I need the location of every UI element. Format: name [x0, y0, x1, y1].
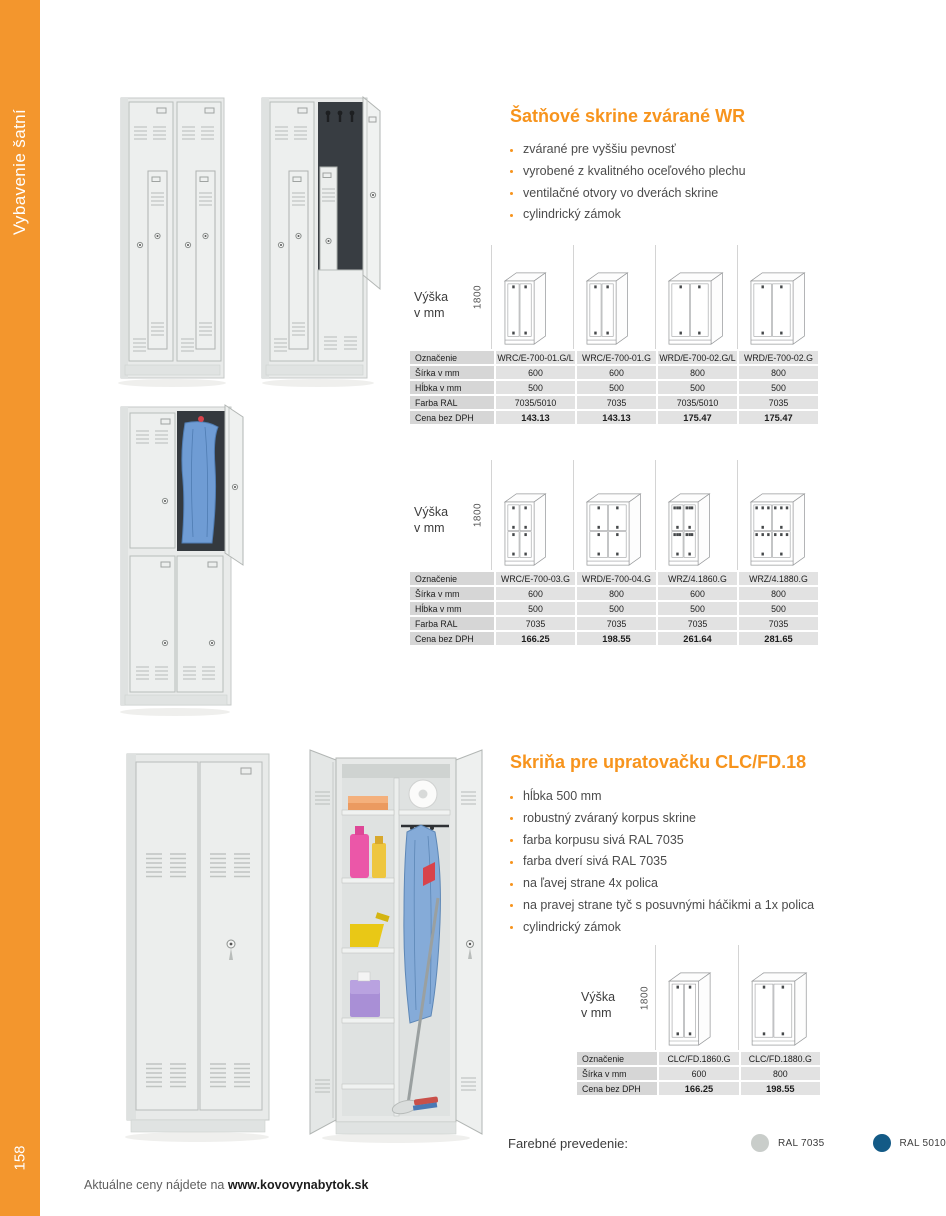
bullet-dot [510, 214, 513, 217]
bullet-item: ventilačné otvory vo dverách skrine [508, 183, 746, 205]
row-price: Cena bez DPH 166.25 198.55 261.64 281.65 [410, 632, 818, 645]
bullet-dot [510, 883, 513, 886]
footer-text: Aktuálne ceny nájdete na [84, 1178, 228, 1192]
clc-table [575, 945, 822, 1097]
bullet-dot [510, 861, 513, 864]
bullet-item: cylindrický zámok [508, 204, 746, 226]
row-width: Šírka v mm 600 800 600 800 [410, 587, 818, 600]
spec-table [408, 570, 820, 647]
ral-7035-swatch [751, 1134, 769, 1152]
bullet-dot [510, 192, 513, 195]
locker-diagram [737, 460, 819, 570]
bullet-dot [510, 170, 513, 173]
height-value: 1800 [639, 985, 651, 1010]
height-value: 1800 [472, 502, 484, 528]
height-label: Výška v mm [581, 990, 616, 1020]
bullet-item: na pravej strane tyč s posuvnými háčikmi a 1x polica [508, 895, 814, 917]
locker-diagram [655, 945, 738, 1050]
photo-z-locker-closed [110, 93, 235, 388]
locker-diagram [573, 245, 655, 349]
bullet-dot [510, 926, 513, 929]
bullet-item: robustný zváraný korpus skrine [508, 808, 814, 830]
bullet-item: na ľavej strane 4x polica [508, 873, 814, 895]
spec-table [575, 1050, 822, 1097]
row-designation: Označenie CLC/FD.1860.G CLC/FD.1880.G [577, 1052, 820, 1065]
locker-diagram [737, 245, 819, 349]
row-color: Farba RAL 7035/5010 7035 7035/5010 7035 [410, 396, 818, 409]
wr-table-1 [408, 245, 820, 426]
height-label: Výška v mm [414, 505, 449, 535]
ral-5010-label: RAL 5010 [899, 1137, 946, 1149]
footer-website-link[interactable]: www.kovovynabytok.sk [227, 1178, 369, 1192]
section-clc-bullets [508, 786, 814, 939]
row-designation: Označenie WRC/E-700-01.G/L WRC/E-700-01.G WRD/E-700-02.G/L WRD/E-700-02.G [410, 351, 818, 364]
ral-7035-label: RAL 7035 [777, 1137, 825, 1149]
wr-table-2 [408, 460, 820, 647]
bullet-dot [510, 796, 513, 799]
locker-diagram [655, 245, 737, 349]
footer [84, 1178, 368, 1192]
row-color: Farba RAL 7035 7035 7035 7035 [410, 617, 818, 630]
locker-diagram [491, 460, 573, 570]
bullet-item: cylindrický zámok [508, 917, 814, 939]
ral-5010-swatch [873, 1134, 891, 1152]
bullet-dot [510, 839, 513, 842]
row-depth: Hĺbka v mm 500 500 500 500 [410, 381, 818, 394]
photo-four-door-locker-open [113, 403, 250, 718]
sidebar-category-label: Vybavenie šatní [10, 108, 29, 236]
locker-diagram [491, 245, 573, 349]
row-width: Šírka v mm 600 800 [577, 1067, 820, 1080]
bullet-dot [510, 904, 513, 907]
photo-z-locker-open [254, 93, 397, 388]
height-value: 1800 [472, 284, 484, 310]
row-width: Šírka v mm 600 600 800 800 [410, 366, 818, 379]
row-price: Cena bez DPH 143.13 143.13 175.47 175.47 [410, 411, 818, 424]
photo-cleaning-cabinet-open [306, 748, 486, 1144]
section-wr-title: Šatňové skrine zvárané WR [510, 106, 746, 126]
locker-diagram [738, 945, 821, 1050]
bullet-dot [510, 149, 513, 152]
locker-diagram [655, 460, 737, 570]
height-label: Výška v mm [414, 290, 449, 320]
bullet-item: vyrobené z kvalitného oceľového plechu [508, 161, 746, 183]
spec-table [408, 349, 820, 426]
locker-diagram [573, 460, 655, 570]
bullet-item: farba dverí sivá RAL 7035 [508, 851, 814, 873]
bullet-item: farba korpusu sivá RAL 7035 [508, 830, 814, 852]
bullet-item: hĺbka 500 mm [508, 786, 814, 808]
color-options-label: Farebné prevedenie: [508, 1135, 628, 1151]
section-clc-title: Skriňa pre upratovačku CLC/FD.18 [510, 752, 807, 772]
bullet-dot [510, 817, 513, 820]
page-number: 158 [11, 1145, 29, 1171]
row-depth: Hĺbka v mm 500 500 500 500 [410, 602, 818, 615]
sidebar [0, 0, 40, 1216]
color-options [508, 1133, 946, 1153]
section-wr-bullets [508, 139, 746, 226]
photo-two-door-locker-closed [113, 748, 283, 1144]
bullet-item: zvárané pre vyššiu pevnosť [508, 139, 746, 161]
row-designation: Označenie WRC/E-700-03.G WRD/E-700-04.G WRZ/4.1860.G WRZ/4.1880.G [410, 572, 818, 585]
row-price: Cena bez DPH 166.25 198.55 [577, 1082, 820, 1095]
